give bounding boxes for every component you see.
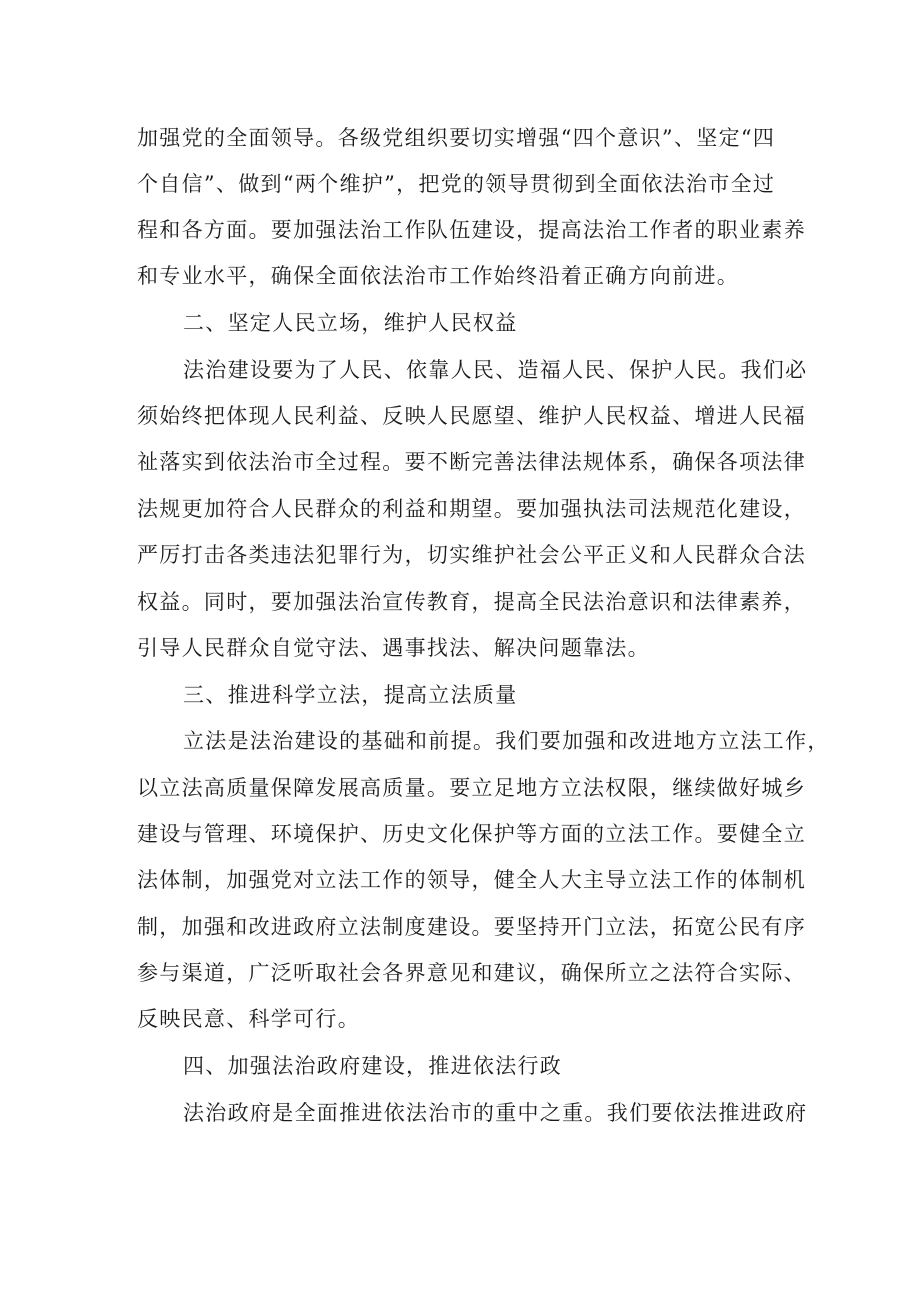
paragraph-line: 法体制，加强党对立法工作的领导，健全人大主导立法工作的体制机 — [137, 868, 806, 892]
paragraph-line: 以立法高质量保障发展高质量。要立足地方立法权限，继续做好城乡 — [137, 776, 806, 800]
paragraph-line: 权益。同时，要加强法治宣传教育，提高全民法治意识和法律素养， — [137, 590, 806, 614]
paragraph-line: 和专业水平，确保全面依法治市工作始终沿着正确方向前进。 — [137, 264, 740, 288]
paragraph-line: 程和各方面。要加强法治工作队伍建设，提高法治工作者的职业素养 — [137, 218, 806, 242]
paragraph-line: 法治政府是全面推进依法治市的重中之重。我们要依法推进政府 — [183, 1101, 808, 1125]
paragraph-line: 法治建设要为了人民、依靠人民、造福人民、保护人民。我们必 — [183, 358, 808, 382]
paragraph-line: 加强党的全面领导。各级党组织要切实增强“四个意识”、坚定“四 — [137, 126, 776, 150]
paragraph-line: 法规更加符合人民群众的利益和期望。要加强执法司法规范化建设， — [137, 497, 806, 521]
paragraph-line: 参与渠道，广泛听取社会各界意见和建议，确保所立之法符合实际、 — [137, 961, 806, 985]
paragraph-line: 建设与管理、环境保护、历史文化保护等方面的立法工作。要健全立 — [137, 822, 806, 846]
paragraph-line: 须始终把体现人民利益、反映人民愿望、维护人民权益、增进人民福 — [137, 404, 806, 428]
paragraph-line: 祉落实到依法治市全过程。要不断完善法律法规体系，确保各项法律 — [137, 450, 806, 474]
paragraph-line: 个自信”、做到“两个维护”，把党的领导贯彻到全面依法治市全过 — [137, 172, 776, 196]
paragraph-line: 立法是法治建设的基础和前提。我们要加强和改进地方立法工作， — [183, 729, 830, 753]
section-heading: 三、推进科学立法，提高立法质量 — [183, 683, 518, 707]
paragraph-line: 严厉打击各类违法犯罪行为，切实维护社会公平正义和人民群众合法 — [137, 543, 806, 567]
paragraph-line: 引导人民群众自觉守法、遇事找法、解决问题靠法。 — [137, 636, 650, 660]
section-heading: 四、加强法治政府建设，推进依法行政 — [183, 1054, 563, 1078]
paragraph-line: 制，加强和改进政府立法制度建设。要坚持开门立法，拓宽公民有序 — [137, 915, 806, 939]
section-heading: 二、坚定人民立场，维护人民权益 — [183, 311, 518, 335]
paragraph-line: 反映民意、科学可行。 — [137, 1007, 360, 1031]
